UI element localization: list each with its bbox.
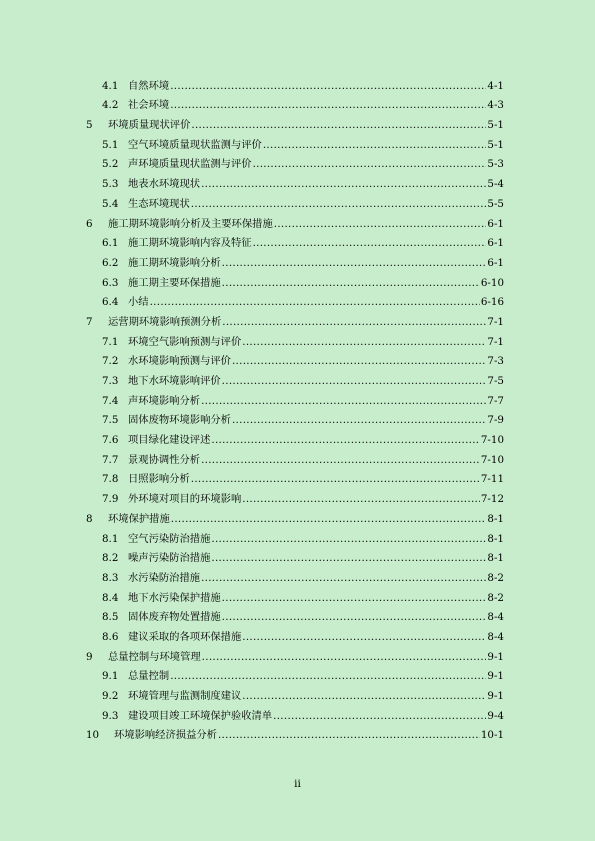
toc-section-entry[interactable] — [0, 682, 595, 702]
toc-entry-number: 7.1 — [102, 335, 119, 348]
toc-dot-leader — [201, 454, 480, 466]
toc-entry-title: 环境空气影响预测与评价 — [128, 335, 242, 348]
toc-entry-title: 水环境影响预测与评价 — [128, 355, 231, 368]
toc-section-entry[interactable] — [0, 131, 595, 151]
toc-entry-title: 总量控制 — [128, 670, 170, 683]
toc-entry-page: 7-10 — [480, 434, 504, 447]
toc-dot-leader — [211, 533, 486, 545]
toc-section-entry[interactable] — [0, 289, 595, 309]
toc-dot-leader — [191, 119, 486, 131]
toc-entry-number: 7.8 — [102, 473, 119, 486]
toc-dot-leader — [242, 631, 486, 643]
toc-dot-leader — [222, 257, 487, 269]
toc-entry-page: 7-1 — [487, 335, 504, 348]
toc-section-entry[interactable] — [0, 151, 595, 171]
page-number: ii — [294, 778, 301, 790]
toc-entry-number: 5.1 — [102, 138, 119, 151]
toc-dot-leader — [170, 99, 486, 111]
toc-entry-number: 7.7 — [102, 453, 119, 466]
toc-entry-number: 5.3 — [102, 178, 119, 191]
toc-section-entry[interactable] — [0, 249, 595, 269]
toc-dot-leader — [263, 139, 487, 151]
toc-section-entry[interactable] — [0, 230, 595, 250]
toc-chapter-entry[interactable] — [0, 722, 595, 742]
toc-dot-leader — [211, 434, 479, 446]
toc-section-entry[interactable] — [0, 702, 595, 722]
toc-entry-page: 8-2 — [487, 571, 504, 584]
toc-entry-page: 6-10 — [480, 276, 504, 289]
toc-entry-title: 空气环境质量现状监测与评价 — [128, 138, 262, 151]
toc-entry-number: 7.4 — [102, 394, 119, 407]
toc-entry-title: 施工期环境影响内容及特征 — [128, 237, 252, 250]
toc-entry-number: 6.4 — [102, 296, 119, 309]
toc-entry-title: 环境影响经济损益分析 — [114, 729, 217, 742]
toc-entry-number: 9 — [86, 650, 93, 663]
toc-entry-number: 8.5 — [102, 611, 119, 624]
toc-entry-page: 5-1 — [487, 138, 504, 151]
toc-entry-page: 9-4 — [487, 709, 504, 722]
toc-entry-number: 7.9 — [102, 493, 119, 506]
toc-dot-leader — [170, 670, 486, 682]
toc-entry-page: 7-12 — [480, 493, 504, 506]
toc-dot-leader — [242, 493, 480, 505]
toc-entry-page: 8-4 — [487, 630, 504, 643]
toc-entry-title: 声环境影响分析 — [128, 394, 201, 407]
toc-entry-number: 8 — [86, 512, 93, 525]
toc-entry-title: 景观协调性分析 — [128, 453, 201, 466]
toc-entry-page: 4-3 — [487, 99, 504, 112]
toc-dot-leader — [170, 80, 486, 92]
toc-entry-page: 9-1 — [487, 650, 504, 663]
toc-entry-title: 水污染防治措施 — [128, 571, 201, 584]
toc-dot-leader — [242, 336, 486, 348]
toc-dot-leader — [253, 158, 487, 170]
toc-dot-leader — [222, 592, 487, 604]
toc-entry-title: 地表水环境现状 — [128, 178, 201, 191]
toc-entry-number: 6 — [86, 217, 93, 230]
toc-dot-leader — [150, 296, 480, 308]
toc-entry-title: 日照影响分析 — [128, 473, 190, 486]
toc-dot-leader — [222, 316, 486, 328]
toc-entry-page: 8-2 — [487, 591, 504, 604]
toc-chapter-entry[interactable] — [0, 111, 595, 131]
toc-dot-leader — [211, 552, 486, 564]
toc-entry-page: 10-1 — [480, 729, 504, 742]
toc-chapter-entry[interactable] — [0, 210, 595, 230]
toc-section-entry[interactable] — [0, 426, 595, 446]
toc-entry-page: 6-1 — [487, 256, 504, 269]
toc-entry-title: 环境保护措施 — [108, 512, 170, 525]
toc-entry-number: 7.6 — [102, 434, 119, 447]
toc-entry-number: 6.2 — [102, 256, 119, 269]
toc-entry-page: 7-5 — [487, 375, 504, 387]
toc-entry-page: 5-1 — [487, 119, 504, 132]
toc-entry-page: 8-1 — [487, 512, 504, 525]
toc-entry-title: 地下水污染保护措施 — [128, 591, 221, 604]
toc-section-entry[interactable] — [0, 485, 595, 505]
toc-section-entry[interactable] — [0, 170, 595, 190]
toc-entry-title: 固体废物环境影响分析 — [128, 414, 231, 427]
toc-entry-page: 7-1 — [487, 315, 504, 328]
toc-entry-page: 7-7 — [487, 394, 504, 407]
toc-entry-number: 7 — [86, 315, 93, 328]
toc-section-entry[interactable] — [0, 92, 595, 112]
toc-entry-title: 建议采取的各项环保措施 — [128, 630, 242, 643]
toc-section-entry[interactable] — [0, 367, 595, 387]
toc-entry-title: 声环境质量现状监测与评价 — [128, 158, 252, 171]
toc-entry-title: 地下水环境影响评价 — [128, 375, 221, 387]
toc-entry-number: 8.1 — [102, 532, 119, 545]
toc-chapter-entry[interactable] — [0, 643, 595, 663]
toc-entry-number: 8.2 — [102, 552, 119, 565]
toc-entry-number: 5.4 — [102, 197, 119, 210]
toc-entry-number: 4.1 — [102, 79, 119, 92]
toc-entry-page: 6-1 — [487, 237, 504, 250]
toc-entry-page: 7-9 — [487, 414, 504, 427]
table-of-contents — [0, 72, 595, 741]
toc-section-entry[interactable] — [0, 604, 595, 624]
toc-section-entry[interactable] — [0, 564, 595, 584]
toc-entry-title: 外环境对项目的环境影响 — [128, 493, 242, 506]
toc-entry-number: 8.6 — [102, 630, 119, 643]
toc-entry-title: 噪声污染防治措施 — [128, 552, 211, 565]
toc-entry-number: 7.3 — [102, 375, 119, 387]
toc-entry-number: 9.1 — [102, 670, 119, 683]
toc-entry-number: 5 — [86, 119, 93, 132]
toc-entry-title: 环境管理与监测制度建议 — [128, 690, 242, 702]
toc-entry-title: 总量控制与环境管理 — [108, 650, 201, 663]
toc-entry-title: 生态环境现状 — [128, 197, 190, 210]
toc-section-entry[interactable] — [0, 269, 595, 289]
toc-entry-page: 5-5 — [487, 197, 504, 210]
toc-entry-number: 9.2 — [102, 690, 119, 702]
toc-entry-number: 10 — [86, 729, 100, 742]
toc-entry-number: 7.5 — [102, 414, 119, 427]
toc-section-entry[interactable] — [0, 446, 595, 466]
toc-entry-number: 4.2 — [102, 99, 119, 112]
toc-dot-leader — [171, 513, 487, 525]
toc-dot-leader — [274, 218, 487, 230]
toc-section-entry[interactable] — [0, 466, 595, 486]
toc-section-entry[interactable] — [0, 545, 595, 565]
toc-entry-title: 施工期主要环保措施 — [128, 276, 221, 289]
toc-entry-page: 5-3 — [487, 158, 504, 171]
toc-dot-leader — [191, 198, 487, 210]
toc-entry-title: 社会环境 — [128, 99, 170, 112]
toc-entry-title: 施工期环境影响分析及主要环保措施 — [108, 217, 273, 230]
toc-entry-page: 7-11 — [480, 473, 504, 486]
toc-entry-page: 7-3 — [487, 355, 504, 368]
toc-dot-leader — [201, 395, 486, 407]
toc-section-entry[interactable] — [0, 584, 595, 604]
toc-section-entry[interactable] — [0, 348, 595, 368]
toc-dot-leader — [253, 237, 487, 249]
toc-entry-number: 8.4 — [102, 591, 119, 604]
toc-entry-number: 5.2 — [102, 158, 119, 171]
toc-dot-leader — [242, 690, 486, 702]
toc-entry-page: 6-16 — [480, 296, 504, 309]
toc-dot-leader — [191, 473, 480, 485]
toc-entry-title: 空气污染防治措施 — [128, 532, 211, 545]
toc-section-entry[interactable] — [0, 663, 595, 683]
toc-entry-number: 6.3 — [102, 276, 119, 289]
toc-entry-title: 自然环境 — [128, 79, 170, 92]
toc-entry-title: 固体废弃物处置措施 — [128, 611, 221, 624]
toc-entry-title: 环境质量现状评价 — [108, 119, 191, 132]
toc-entry-page: 8-4 — [487, 611, 504, 624]
toc-entry-title: 运营期环境影响预测分析 — [108, 315, 222, 328]
toc-section-entry[interactable] — [0, 190, 595, 210]
toc-section-entry[interactable] — [0, 407, 595, 427]
toc-dot-leader — [201, 572, 486, 584]
toc-dot-leader — [232, 355, 486, 367]
toc-entry-title: 项目绿化建设评述 — [128, 434, 211, 447]
toc-entry-page: 9-1 — [487, 670, 504, 683]
toc-section-entry[interactable] — [0, 623, 595, 643]
toc-entry-page: 7-10 — [480, 453, 504, 466]
toc-entry-number: 7.2 — [102, 355, 119, 368]
toc-entry-page: 5-4 — [487, 178, 504, 191]
toc-entry-number: 9.3 — [102, 709, 119, 722]
toc-section-entry[interactable] — [0, 72, 595, 92]
toc-entry-title: 施工期环境影响分析 — [128, 256, 221, 269]
toc-dot-leader — [201, 178, 486, 190]
toc-dot-leader — [202, 651, 487, 663]
toc-entry-page: 6-1 — [487, 217, 504, 230]
toc-entry-title: 建设项目竣工环境保护验收清单 — [128, 709, 273, 722]
toc-chapter-entry[interactable] — [0, 505, 595, 525]
toc-section-entry[interactable] — [0, 525, 595, 545]
toc-entry-number: 8.3 — [102, 571, 119, 584]
toc-chapter-entry[interactable] — [0, 308, 595, 328]
toc-entry-page: 4-1 — [487, 79, 504, 92]
toc-section-entry[interactable] — [0, 387, 595, 407]
toc-entry-page: 8-1 — [487, 552, 504, 565]
toc-section-entry[interactable] — [0, 328, 595, 348]
toc-dot-leader — [222, 611, 487, 623]
toc-dot-leader — [222, 375, 487, 387]
toc-dot-leader — [218, 729, 480, 741]
toc-dot-leader — [273, 710, 486, 722]
toc-dot-leader — [232, 414, 486, 426]
toc-entry-title: 小结 — [128, 296, 149, 309]
toc-entry-page: 8-1 — [487, 532, 504, 545]
toc-entry-number: 6.1 — [102, 237, 119, 250]
toc-dot-leader — [222, 277, 480, 289]
toc-entry-page: 9-1 — [487, 690, 504, 702]
